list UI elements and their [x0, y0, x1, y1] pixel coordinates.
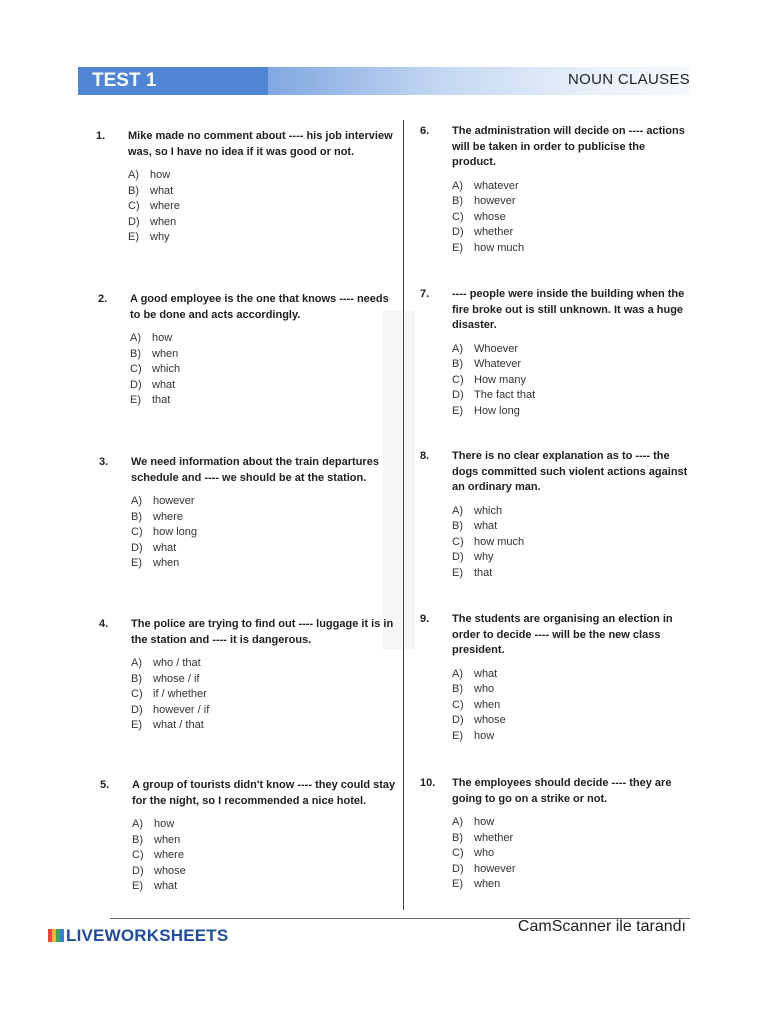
options-list [452, 815, 692, 893]
option-e[interactable]: E) what [132, 880, 178, 892]
option-d[interactable]: D) what [131, 541, 177, 554]
options-list [128, 168, 393, 246]
option-b[interactable]: B) what [128, 184, 174, 197]
option-a[interactable]: A) whatever [452, 179, 519, 192]
options-list [452, 504, 692, 582]
option-b[interactable]: B) Whatever [452, 358, 522, 370]
liveworksheets-logo-icon [48, 929, 64, 942]
options-list [131, 494, 396, 572]
option-d[interactable]: D) however / if [131, 703, 210, 716]
question-number: 5. [100, 779, 110, 791]
question-8 [420, 449, 692, 581]
test-title: TEST 1 [78, 67, 268, 95]
options-list [132, 817, 397, 895]
option-a[interactable]: A) what [452, 667, 498, 680]
option-d[interactable]: D) The fact that [452, 389, 536, 401]
option-a[interactable]: A) who / that [131, 657, 201, 669]
question-text: A good employee is the one that knows ---- needs to be done and acts accordingly. [130, 293, 389, 321]
question-text: The administration will decide on ---- actions will be taken in order to publicise the product. [452, 125, 685, 168]
question-6 [420, 124, 692, 256]
option-a[interactable]: A) how [132, 818, 175, 830]
option-a[interactable]: A) how [130, 332, 173, 344]
question-7 [420, 287, 692, 419]
option-e[interactable]: E) how much [452, 241, 525, 254]
option-c[interactable]: C) where [128, 200, 180, 212]
option-c[interactable]: C) when [452, 698, 501, 711]
option-e[interactable]: E) what / that [131, 719, 204, 731]
question-number: 1. [96, 130, 106, 142]
options-list [452, 342, 692, 420]
option-c[interactable]: C) where [132, 849, 184, 861]
question-text: The employees should decide ---- they are going to go on a strike or not. [452, 777, 672, 805]
option-a[interactable]: A) how [128, 169, 171, 181]
option-e[interactable]: E) why [128, 231, 170, 243]
option-c[interactable]: C) how long [131, 526, 198, 538]
option-c[interactable]: C) who [452, 847, 495, 859]
question-4 [99, 617, 396, 734]
option-a[interactable]: A) which [452, 504, 503, 517]
option-e[interactable]: E) when [131, 557, 180, 569]
option-c[interactable]: C) if / whether [131, 688, 207, 700]
question-text: The students are organising an election in order to decide ---- will be the new class president. [452, 613, 673, 656]
logo-text: LIVEWORKSHEETS [66, 926, 229, 945]
option-b[interactable]: B) when [132, 833, 181, 846]
option-e[interactable]: E) that [130, 394, 171, 406]
question-text: ---- people were inside the building when the fire broke out is still unknown. It was a huge disaster. [452, 288, 685, 331]
question-number: 4. [99, 618, 109, 630]
options-list [130, 331, 395, 409]
question-1 [96, 129, 393, 246]
question-number: 10. [420, 777, 436, 789]
option-b[interactable]: B) whose / if [131, 672, 200, 685]
option-d[interactable]: D) why [452, 551, 494, 563]
section-title: NOUN CLAUSES [568, 71, 690, 88]
option-d[interactable]: D) when [128, 215, 177, 228]
option-a[interactable]: A) how [452, 816, 495, 828]
option-b[interactable]: B) where [131, 510, 183, 523]
question-9 [420, 612, 692, 744]
option-d[interactable]: D) whose [132, 864, 186, 877]
option-b[interactable]: B) whether [452, 831, 514, 844]
option-c[interactable]: C) which [130, 363, 181, 375]
question-2 [98, 292, 395, 409]
option-e[interactable]: E) how [452, 729, 495, 742]
option-a[interactable]: A) Whoever [452, 342, 519, 355]
question-number: 9. [420, 613, 430, 625]
question-number: 2. [98, 293, 108, 305]
question-3 [99, 455, 396, 572]
option-a[interactable]: A) however [131, 495, 195, 507]
option-c[interactable]: C) whose [452, 210, 506, 223]
option-c[interactable]: C) how much [452, 535, 525, 548]
question-10 [420, 776, 692, 893]
question-text: The police are trying to find out ---- luggage it is in the station and ---- it is dangerous. [131, 618, 394, 646]
options-list [452, 667, 692, 745]
question-text: Mike made no comment about ---- his job interview was, so I have no idea if it was good or not. [128, 130, 393, 158]
column-divider [403, 120, 404, 910]
question-number: 3. [99, 456, 109, 468]
liveworksheets-logo[interactable] [48, 926, 228, 946]
option-e[interactable]: E) How long [452, 404, 520, 417]
question-number: 8. [420, 450, 430, 462]
question-number: 7. [420, 288, 430, 300]
question-text: There is no clear explanation as to ---- the dogs committed such violent actions against an ordinary man. [452, 450, 688, 493]
options-list [452, 179, 692, 257]
option-d[interactable]: D) what [130, 378, 176, 391]
option-b[interactable]: B) when [130, 347, 179, 360]
option-b[interactable]: B) who [452, 683, 495, 695]
option-d[interactable]: D) however [452, 862, 516, 875]
option-c[interactable]: C) How many [452, 373, 526, 386]
question-text: We need information about the train departures schedule and ---- we should be at the station. [131, 456, 379, 484]
question-text: A group of tourists didn't know ---- they could stay for the night, so I recommended a nice hotel. [132, 779, 396, 807]
option-e[interactable]: E) that [452, 566, 493, 579]
option-b[interactable]: B) however [452, 195, 516, 207]
question-number: 6. [420, 125, 430, 137]
options-list [131, 656, 396, 734]
option-b[interactable]: B) what [452, 520, 498, 532]
camscanner-watermark: CamScanner ile tarandı [517, 918, 686, 935]
option-d[interactable]: D) whose [452, 714, 506, 726]
question-5 [100, 778, 397, 895]
option-e[interactable]: E) when [452, 878, 501, 890]
option-d[interactable]: D) whether [452, 226, 514, 238]
